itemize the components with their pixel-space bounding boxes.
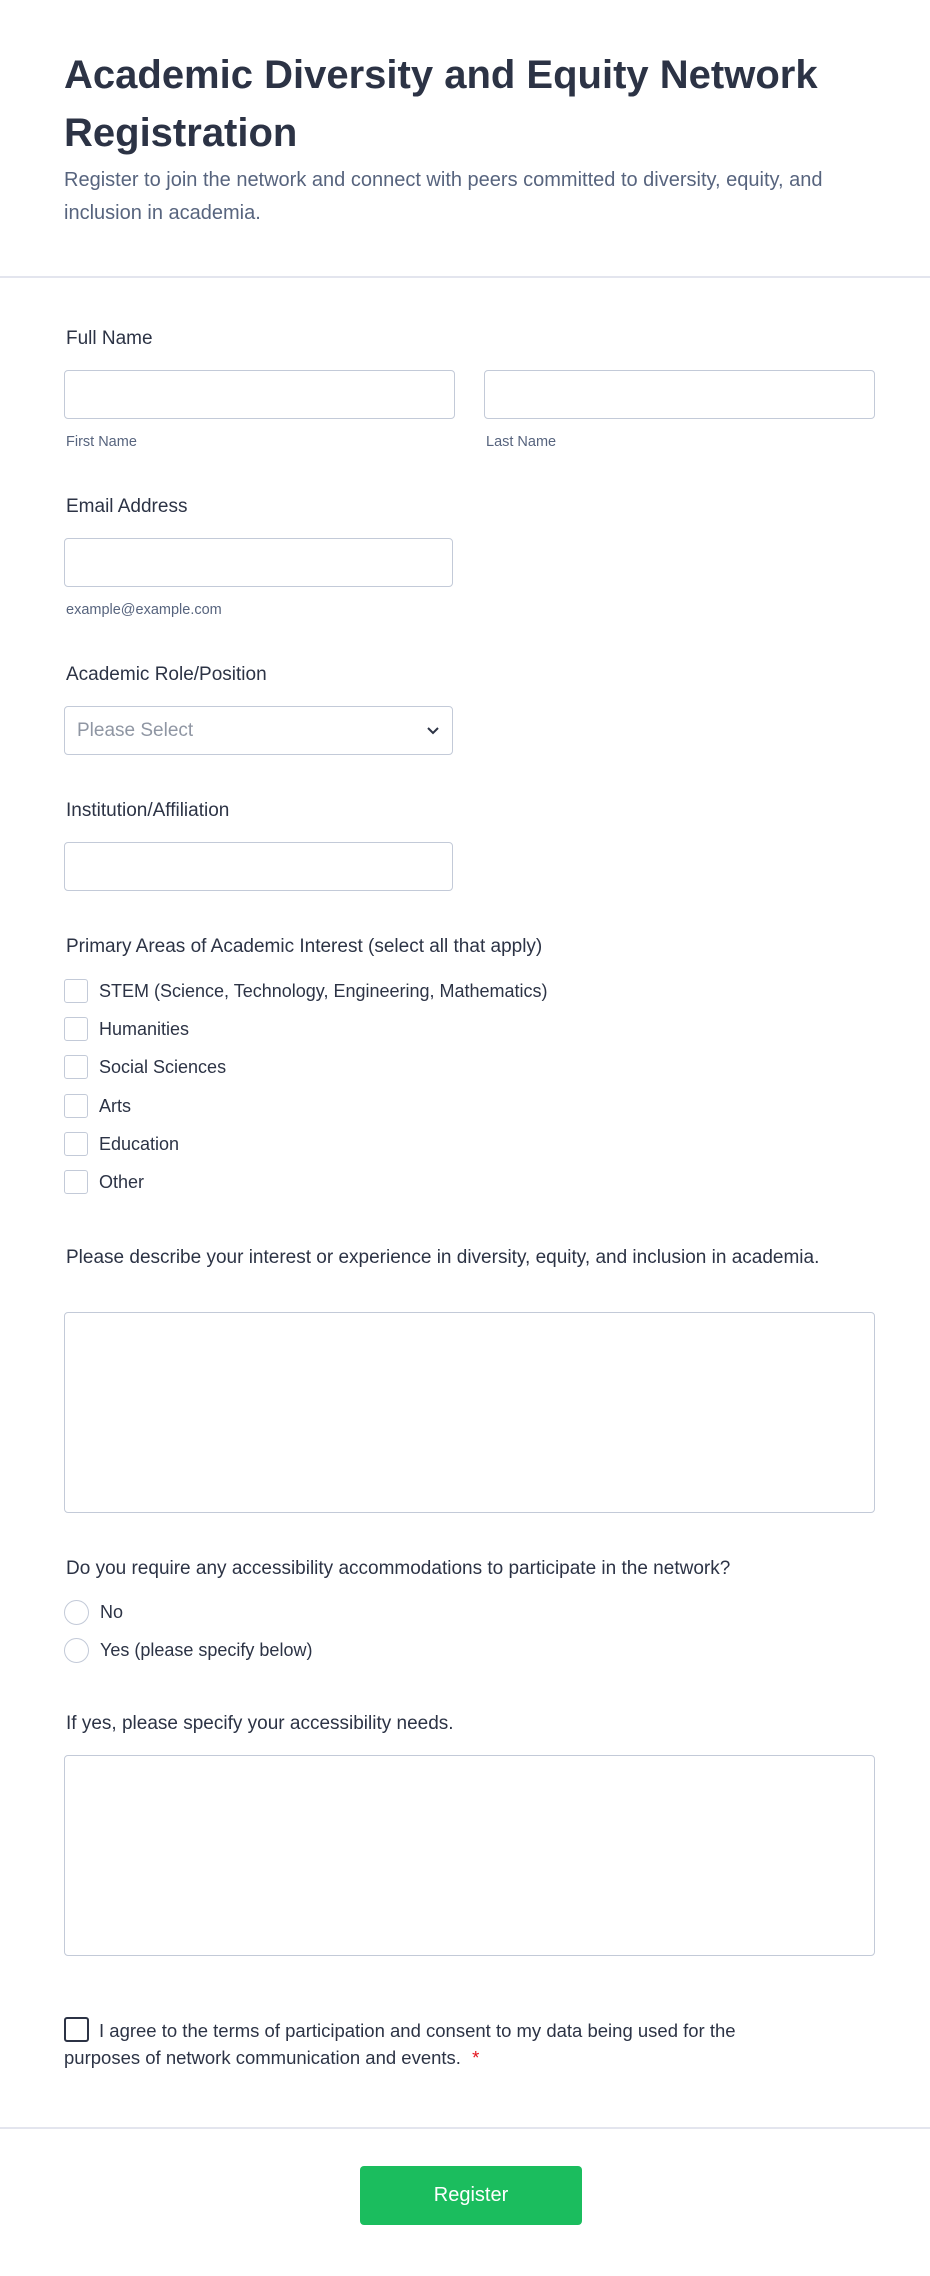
role-select-placeholder: Please Select [77,719,194,741]
interests-label: Primary Areas of Academic Interest (select all that apply) [66,936,543,957]
terms-checkbox[interactable] [64,2017,89,2042]
dei-label: Please describe your interest or experience in diversity, equity, and inclusion in academia. [66,1247,820,1268]
role-select[interactable] [64,706,453,755]
role-label: Academic Role/Position [66,664,267,685]
option-label: Yes (please specify below) [100,1640,313,1660]
page-description: Register to join the network and connect with peers committed to diversity, equity, and inclusion in academia. [64,169,823,224]
option-label: STEM (Science, Technology, Engineering, Mathematics) [99,980,548,1001]
radio[interactable] [64,1600,89,1625]
checkbox[interactable] [64,1170,88,1194]
full-name-label: Full Name [66,328,153,349]
option-label: No [100,1602,124,1622]
footer-divider [0,2127,930,2129]
email-label: Email Address [66,496,188,517]
dei-textarea[interactable] [64,1312,875,1513]
interest-option-other[interactable] [64,1170,144,1194]
header-divider [0,276,930,278]
accessibility-option-no[interactable] [64,1600,123,1625]
page-title: Academic Diversity and Equity Network Registration [64,53,818,155]
last-name-sublabel: Last Name [486,434,557,450]
needs-textarea[interactable] [64,1755,875,1956]
option-label: Social Sciences [99,1056,227,1077]
interest-option-arts[interactable] [64,1094,131,1118]
accessibility-option-yes[interactable] [64,1638,312,1663]
checkbox[interactable] [64,979,88,1003]
email-hint: example@example.com [66,602,222,618]
accessibility-label: Do you require any accessibility accommodations to participate in the network? [66,1558,731,1579]
chevron-down-icon [426,726,440,736]
first-name-sublabel: First Name [66,434,137,450]
terms-label: I agree to the terms of participation and consent to my data being used for the purposes of network communication and events. [64,2020,736,2068]
checkbox[interactable] [64,1132,88,1156]
interest-option-education[interactable] [64,1132,179,1156]
option-label: Education [99,1133,180,1154]
needs-label: If yes, please specify your accessibility needs. [66,1713,454,1734]
checkbox[interactable] [64,1055,88,1079]
checkbox[interactable] [64,1017,88,1041]
interest-option-social-sciences[interactable] [64,1055,226,1079]
register-button[interactable]: Register [360,2166,582,2225]
checkbox[interactable] [64,1094,88,1118]
first-name-input[interactable] [64,370,455,419]
interest-option-humanities[interactable] [64,1017,189,1041]
required-asterisk: * [472,2047,480,2068]
institution-input[interactable] [64,842,453,891]
radio[interactable] [64,1638,89,1663]
email-input[interactable] [64,538,453,587]
interest-option-stem[interactable] [64,979,548,1003]
option-label: Arts [99,1095,132,1116]
terms-agreement [64,2017,784,2071]
institution-label: Institution/Affiliation [66,800,230,821]
option-label: Other [99,1171,145,1192]
last-name-input[interactable] [484,370,875,419]
option-label: Humanities [99,1018,190,1039]
